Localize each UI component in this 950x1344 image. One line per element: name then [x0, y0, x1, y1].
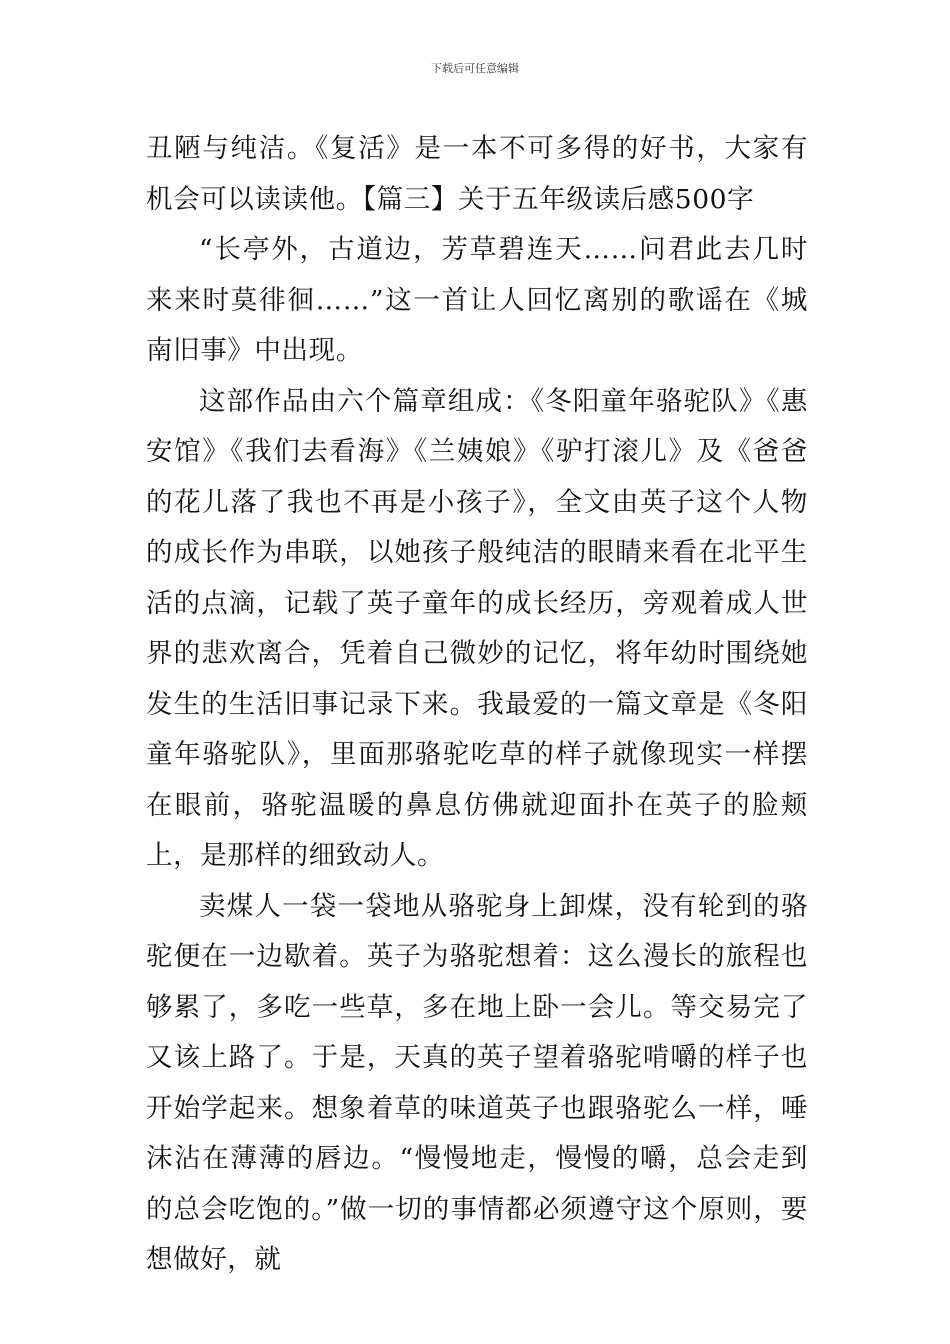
paragraph-continuation: 丑陋与纯洁。《复活》是一本不可多得的好书，大家有机会可以读读他。【篇三】关于五年级读后感500字 [146, 133, 808, 215]
document-body [146, 124, 808, 1286]
paragraph-song-quote: “长亭外，古道边，芳草碧连天……问君此去几时来来时莫徘徊……”这一首让人回忆离别的歌谣在《城南旧事》中出现。 [146, 234, 808, 366]
page-header-note: 下载后可任意编辑 [431, 62, 519, 75]
paragraph-coal-seller: 卖煤人一袋一袋地从骆驼身上卸煤，没有轮到的骆驼便在一边歇着。英子为骆驼想着：这么漫长的旅程也够累了，多吃一些草，多在地上卧一会儿。等交易完了又该上路了。于是，天真的英子望着骆驼啃嚼的样子也开始学起来。想象着草的味道英子也跟骆驼么一样，唾沫沾在薄薄的唇边。“慢慢地走，慢慢的嚼，总会走到的总会吃饱的。”做一切的事情都必须遵守这个原则，要想做好，就 [146, 890, 808, 1275]
paragraph-book-chapters: 这部作品由六个篇章组成：《冬阳童年骆驼队》《惠安馆》《我们去看海》《兰姨娘》《驴打滚儿》及《爸爸的花儿落了我也不再是小孩子》，全文由英子这个人物的成长作为串联，以她孩子般纯洁的眼睛来看在北平生活的点滴，记载了英子童年的成长经历，旁观着成人世界的悲欢离合，凭着自己微妙的记忆，将年幼时围绕她发生的生活旧事记录下来。我最爱的一篇文章是《冬阳童年骆驼队》，里面那骆驼吃草的样子就像现实一样摆在眼前，骆驼温暖的鼻息仿佛就迎面扑在英子的脸颊上，是那样的细致动人。 [146, 385, 808, 871]
